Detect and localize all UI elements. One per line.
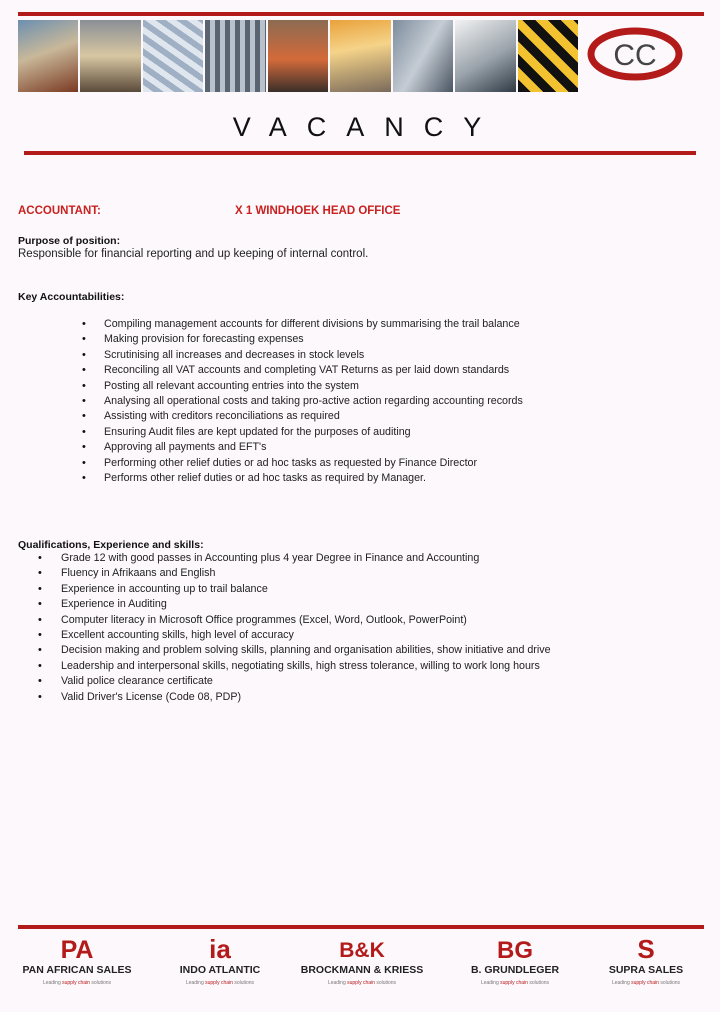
list-item: • Approving all payments and EFT's xyxy=(104,440,523,455)
brand-name: BROCKMANN & KRIESS xyxy=(300,964,424,976)
list-item: • Experience in accounting up to trail balance xyxy=(61,582,551,597)
brand-tagline: Leading supply chain solutions xyxy=(185,980,255,986)
svg-text:PA: PA xyxy=(60,936,94,962)
list-item: • Assisting with creditors reconciliations as required xyxy=(104,409,523,424)
banner-photo-handshake xyxy=(455,20,515,92)
brand-name: PAN AFRICAN SALES xyxy=(22,964,132,976)
accountabilities-heading: Key Accountabilities: xyxy=(18,291,125,303)
brand-tagline: Leading supply chain solutions xyxy=(42,980,112,986)
list-item: • Reconciling all VAT accounts and completing VAT Returns as per laid down standards xyxy=(104,363,523,378)
svg-text:S: S xyxy=(637,934,655,962)
brockmann-kriess-logo-icon xyxy=(332,934,392,962)
list-item: • Ensuring Audit files are kept updated for the purposes of auditing xyxy=(104,425,523,440)
list-item: • Leadership and interpersonal skills, negotiating skills, high stress tolerance, willing to work long hours xyxy=(61,659,551,674)
banner-photo-arrows xyxy=(518,20,578,92)
svg-text:B&K: B&K xyxy=(339,939,385,962)
pan-african-logo-icon xyxy=(47,934,107,962)
list-item: • Fluency in Afrikaans and English xyxy=(61,566,551,581)
brand-tagline: Leading supply chain solutions xyxy=(611,980,681,986)
banner-photo-storage xyxy=(268,20,328,92)
qualifications-list xyxy=(61,551,551,705)
list-item: • Performing other relief duties or ad hoc tasks as requested by Finance Director xyxy=(104,456,523,471)
accountabilities-list xyxy=(104,317,523,486)
supra-sales-logo-icon xyxy=(616,934,676,962)
brand-b-grundleger xyxy=(445,934,585,986)
list-item: • Grade 12 with good passes in Accounting plus 4 year Degree in Finance and Accounting xyxy=(61,551,551,566)
brand-name: INDO ATLANTIC xyxy=(179,964,261,976)
list-item: • Computer literacy in Microsoft Office programmes (Excel, Word, Outlook, PowerPoint) xyxy=(61,613,551,628)
qualifications-heading: Qualifications, Experience and skills: xyxy=(18,539,204,551)
list-item: • Making provision for forecasting expenses xyxy=(104,332,523,347)
brand-brockmann-kriess xyxy=(292,934,432,986)
list-item: • Valid Driver's License (Code 08, PDP) xyxy=(61,690,551,705)
position-title: ACCOUNTANT: xyxy=(18,205,101,217)
list-item: • Analysing all operational costs and taking pro-active action regarding accounting records xyxy=(104,394,523,409)
banner-photo-pipes xyxy=(143,20,203,92)
list-item: • Decision making and problem solving skills, planning and organisation abilities, show initiative and drive xyxy=(61,643,551,658)
list-item: • Posting all relevant accounting entries into the system xyxy=(104,379,523,394)
svg-text:BG: BG xyxy=(497,937,533,962)
position-location: X 1 WINDHOEK HEAD OFFICE xyxy=(235,205,401,217)
brand-indo-atlantic xyxy=(150,934,290,986)
position-row xyxy=(18,205,698,221)
purpose-heading: Purpose of position: xyxy=(18,235,121,247)
banner-photo-ship xyxy=(330,20,390,92)
footer-divider xyxy=(18,925,704,929)
list-item: • Performs other relief duties or ad hoc tasks as required by Manager. xyxy=(104,471,523,486)
brand-tagline: Leading supply chain solutions xyxy=(327,980,397,986)
title-divider xyxy=(24,151,696,155)
logo-text: CC xyxy=(613,39,657,72)
brand-name: B. GRUNDLEGER xyxy=(470,964,560,976)
banner-photo-containers xyxy=(393,20,453,92)
top-divider xyxy=(18,12,704,16)
brand-footer xyxy=(18,934,704,994)
list-item: • Valid police clearance certificate xyxy=(61,674,551,689)
list-item: • Scrutinising all increases and decreases in stock levels xyxy=(104,348,523,363)
list-item: • Compiling management accounts for different divisions by summarising the trail balance xyxy=(104,317,523,332)
brand-supra-sales xyxy=(576,934,716,986)
brand-tagline: Leading supply chain solutions xyxy=(480,980,550,986)
indo-atlantic-logo-icon xyxy=(190,934,250,962)
banner-photo-warehouse xyxy=(80,20,140,92)
brand-name: SUPRA SALES xyxy=(608,964,684,976)
purpose-text: Responsible for financial reporting and up keeping of internal control. xyxy=(18,248,369,260)
banner-photo-shelving xyxy=(205,20,265,92)
b-grundleger-logo-icon xyxy=(485,934,545,962)
list-item: • Experience in Auditing xyxy=(61,597,551,612)
svg-text:ia: ia xyxy=(209,934,231,962)
header-photo-banner xyxy=(18,20,578,92)
brand-pan-african-sales xyxy=(7,934,147,986)
list-item: • Excellent accounting skills, high level of accuracy xyxy=(61,628,551,643)
banner-photo-trucks xyxy=(18,20,78,92)
page-title: VACANCY xyxy=(232,112,502,142)
company-logo xyxy=(586,24,684,84)
